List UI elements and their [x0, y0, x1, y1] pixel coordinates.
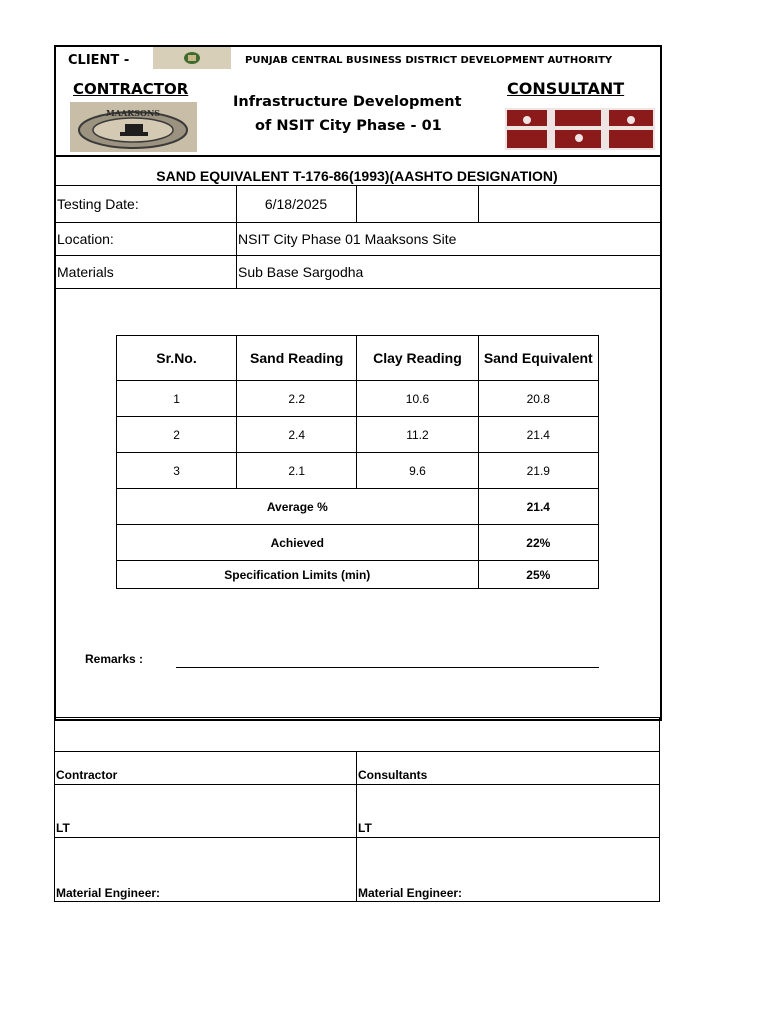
results-header-row [117, 336, 599, 381]
achieved-row [117, 525, 599, 561]
rule [659, 717, 660, 902]
sand-equivalent-cell: 21.4 [478, 417, 598, 453]
lt-right-label: LT [358, 821, 372, 835]
sand-equivalent-cell: 21.9 [478, 453, 598, 489]
contractor-logo-text: MAAKSONS [105, 108, 161, 118]
rule [356, 185, 357, 222]
sr-no-cell: 2 [117, 417, 237, 453]
table-row [117, 453, 599, 489]
material-engineer-left-label: Material Engineer: [56, 886, 161, 900]
rule [54, 751, 660, 752]
client-label: CLIENT - [68, 53, 130, 68]
rule [54, 255, 660, 256]
test-title: SAND EQUIVALENT T-176-86(1993)(AASHTO DESIGNATION) [156, 168, 558, 184]
rule [54, 185, 660, 186]
project-title-line1: Infrastructure Development [233, 94, 462, 110]
project-title-line2: of NSIT City Phase - 01 [255, 118, 442, 134]
clay-reading-cell: 10.6 [357, 381, 478, 417]
header-divider [54, 155, 660, 157]
material-engineer-right-label: Material Engineer: [358, 886, 463, 900]
spec-value: 25% [478, 561, 598, 589]
rule [54, 288, 660, 289]
contractor-label: CONTRACTOR [73, 80, 189, 98]
results-table [116, 335, 599, 589]
lt-left-label: LT [56, 821, 70, 835]
clay-reading-cell: 9.6 [357, 453, 478, 489]
rule [54, 717, 660, 718]
location-label: Location: [57, 231, 114, 247]
remarks-line [176, 667, 599, 668]
contractor-signature-label: Contractor [56, 768, 118, 782]
rule [54, 837, 660, 838]
header-sr-no: Sr.No. [117, 336, 237, 381]
sr-no-cell: 1 [117, 381, 237, 417]
location-value: NSIT City Phase 01 Maaksons Site [238, 231, 457, 247]
remarks-label: Remarks : [85, 652, 144, 666]
header-sand-equivalent: Sand Equivalent [478, 336, 598, 381]
average-value: 21.4 [478, 489, 598, 525]
consultant-label: CONSULTANT [507, 79, 625, 98]
rule [54, 717, 55, 902]
rule [478, 185, 479, 222]
materials-label: Materials [57, 264, 114, 280]
sand-reading-cell: 2.4 [237, 417, 357, 453]
table-row [117, 417, 599, 453]
clay-reading-cell: 11.2 [357, 417, 478, 453]
contractor-logo [70, 102, 197, 152]
sr-no-cell: 3 [117, 453, 237, 489]
testing-date-value: 6/18/2025 [264, 196, 328, 212]
materials-value: Sub Base Sargodha [238, 264, 364, 280]
rule [236, 185, 237, 289]
spec-label: Specification Limits (min) [117, 561, 479, 589]
testing-date-label: Testing Date: [57, 196, 139, 212]
sand-reading-cell: 2.1 [237, 453, 357, 489]
rule [54, 901, 660, 902]
sand-equivalent-cell: 20.8 [478, 381, 598, 417]
rule [54, 222, 660, 223]
average-row [117, 489, 599, 525]
rule [356, 751, 357, 902]
header-clay-reading: Clay Reading [357, 336, 478, 381]
consultants-signature-label: Consultants [358, 768, 428, 782]
achieved-label: Achieved [117, 525, 479, 561]
header-sand-reading: Sand Reading [237, 336, 357, 381]
sand-reading-cell: 2.2 [237, 381, 357, 417]
average-label: Average % [117, 489, 479, 525]
spec-row [117, 561, 599, 589]
consultant-logo [505, 108, 655, 150]
achieved-value: 22% [478, 525, 598, 561]
rule [54, 784, 660, 785]
client-name: PUNJAB CENTRAL BUSINESS DISTRICT DEVELOPMENT AUTHORITY [245, 55, 613, 66]
client-logo [153, 47, 231, 69]
table-row [117, 381, 599, 417]
